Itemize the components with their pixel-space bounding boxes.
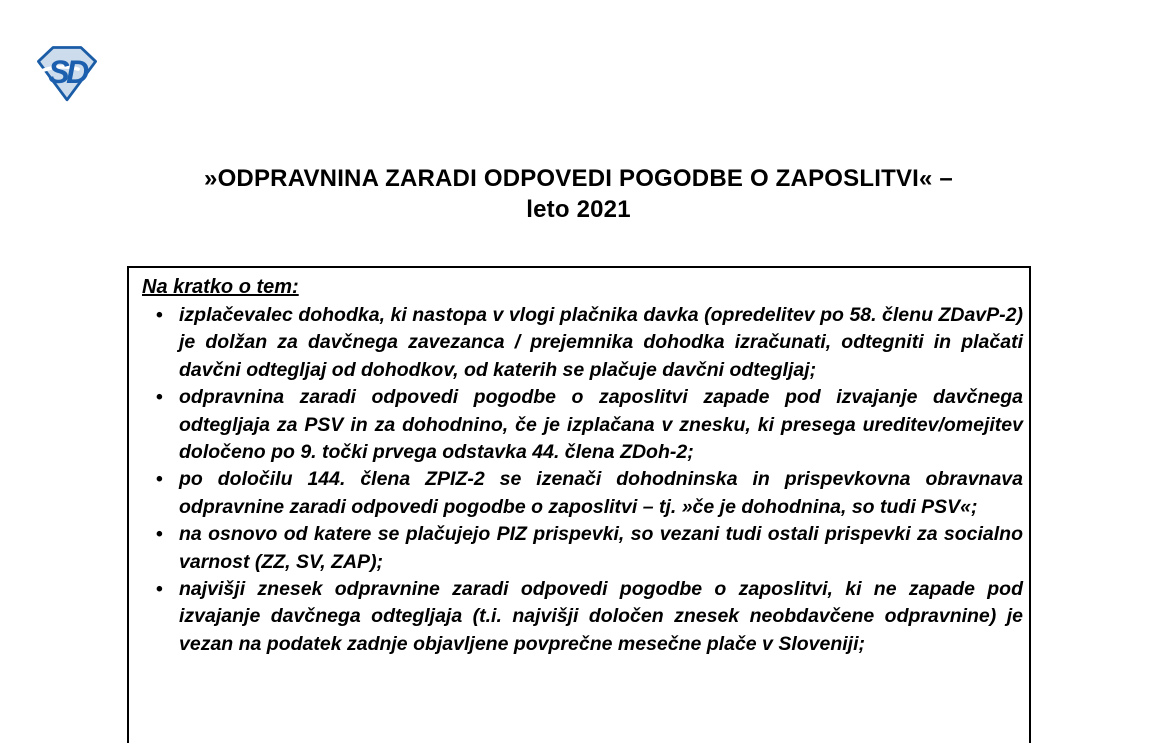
sd-logo-icon [32, 44, 102, 104]
logo-letters: SD [48, 54, 86, 91]
summary-box [127, 266, 1031, 743]
bullet-item: • po določilu 144. člena ZPIZ-2 se izenači dohodninska in prispevkovna obravnava odpravnine zaradi odpovedi pogodbe o zaposlitvi – tj. »če je dohodnina, so tudi PSV«; [179, 466, 1023, 521]
bullet-item: • najvišji znesek odpravnine zaradi odpovedi pogodbe o zaposlitvi, ki ne zapade pod izvajanje davčnega odtegljaja (t.i. najvišji določen znesek neobdavčene odpravnine) je vezan na podatek zadnje objavljene povprečne mesečne plače v Sloveniji; [179, 576, 1023, 658]
bullet-item: • na osnovo od katere se plačujejo PIZ prispevki, so vezani tudi ostali prispevki za socialno varnost (ZZ, SV, ZAP); [179, 521, 1023, 576]
document-title-line2: leto 2021 [526, 196, 631, 224]
bullet-item: • izplačevalec dohodka, ki nastopa v vlogi plačnika davka (opredelitev po 58. členu ZDavP-2) je dolžan za davčnega zavezanca / prejemnika dohodka izračunati, odtegniti in plačati davčni odtegljaj od dohodkov, od katerih se plačuje davčni odtegljaj; [179, 302, 1023, 384]
summary-box-heading: Na kratko o tem: [142, 276, 299, 298]
summary-bullet-list [142, 302, 1023, 658]
bullet-item: • odpravnina zaradi odpovedi pogodbe o zaposlitvi zapade pod izvajanje davčnega odtegljaja za PSV in za dohodnino, če je izplačana v znesku, ki presega ureditev/omejitev določeno po 9. točki prvega odstavka 44. člena ZDoh-2; [179, 384, 1023, 466]
document-title [0, 163, 1157, 225]
document-title-line1: »ODPRAVNINA ZARADI ODPOVEDI POGODBE O ZAPOSLITVI« – [204, 165, 953, 193]
